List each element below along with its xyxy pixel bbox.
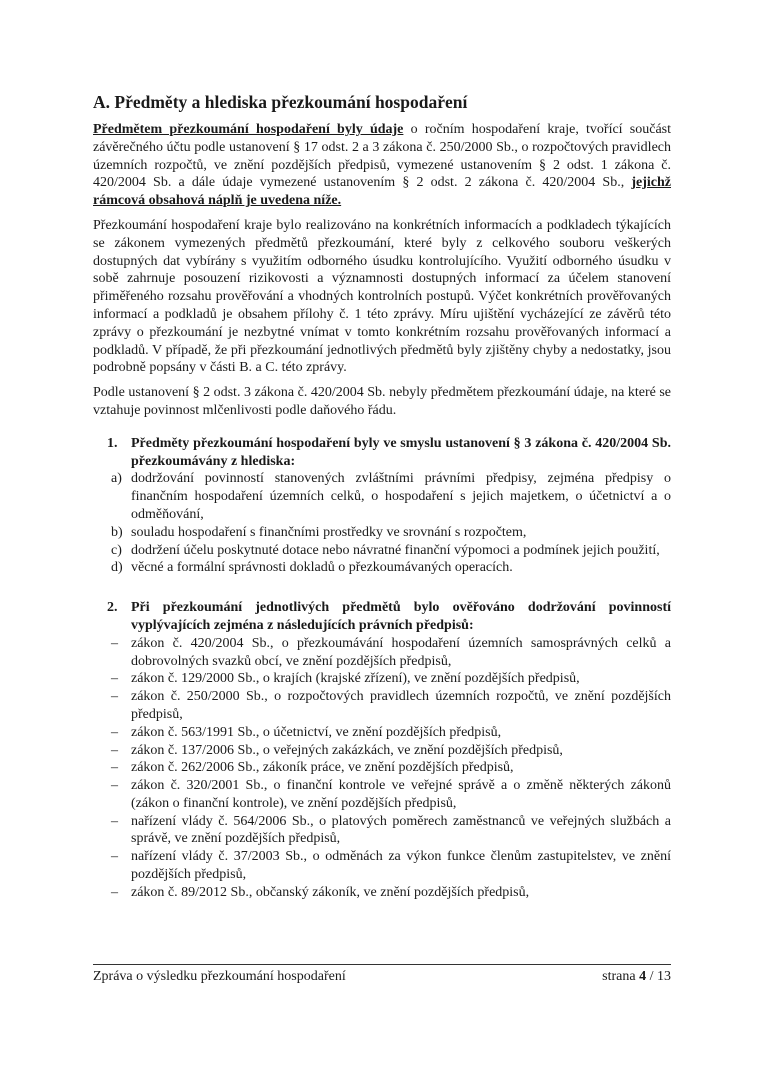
section-1	[93, 435, 671, 577]
list-item-text: zákon č. 250/2000 Sb., o rozpočtových pravidlech územních rozpočtů, ve znění pozdějších předpisů,	[131, 689, 671, 722]
section-1-title: Předměty přezkoumání hospodaření byly ve smyslu ustanovení § 3 zákona č. 420/2004 Sb. přezkoumávány z hlediska:	[131, 435, 671, 469]
list-item	[111, 813, 671, 849]
list-marker: –	[111, 778, 118, 794]
list-item-text: nařízení vlády č. 37/2003 Sb., o odměnách za výkon funkce členům zastupitelstev, ve znění pozdějších předpisů,	[131, 849, 671, 883]
list-marker: –	[111, 760, 118, 776]
page-prefix: strana	[602, 969, 640, 984]
list-item	[111, 884, 671, 902]
list-marker: a)	[111, 471, 122, 487]
section-1-number: 1.	[107, 435, 118, 451]
list-item-text: zákon č. 262/2006 Sb., zákoník práce, ve znění pozdějších předpisů,	[131, 760, 514, 776]
list-item	[111, 724, 671, 742]
list-marker: –	[111, 849, 118, 865]
list-item	[111, 542, 671, 560]
list-item	[111, 759, 671, 777]
list-item	[111, 742, 671, 760]
document-page	[93, 92, 671, 902]
list-marker: –	[111, 689, 118, 705]
paragraph-confidentiality: Podle ustanovení § 2 odst. 3 zákona č. 420/2004 Sb. nebyly předmětem přezkoumání údaje, na které se vztahuje povinnost mlčenlivosti podle daňového řádu.	[93, 385, 671, 418]
section-2	[93, 599, 671, 902]
scope-lead: Předmětem přezkoumání hospodaření byly údaje	[93, 122, 404, 137]
section-2-list	[93, 635, 671, 902]
list-marker: b)	[111, 524, 123, 540]
section-2-number: 2.	[107, 600, 118, 616]
list-item-text: dodržování povinností stanovených zvláštními právními předpisy, zejména předpisy o finančním hospodaření územních celků, o hospodaření s jejich majetkem, o účetnictví a o odměňování,	[131, 471, 671, 522]
list-item-text: souladu hospodaření s finančními prostředky ve srovnání s rozpočtem,	[131, 524, 527, 540]
section-heading: A. Předměty a hlediska přezkoumání hospodaření	[93, 92, 468, 112]
list-item-text: zákon č. 129/2000 Sb., o krajích (krajské zřízení), ve znění pozdějších předpisů,	[131, 671, 580, 687]
list-item-text: zákon č. 420/2004 Sb., o přezkoumávání hospodaření územních samosprávných celků a dobrovolných svazků obcí, ve znění pozdějších předpisů,	[131, 635, 671, 669]
list-item	[111, 559, 671, 577]
page-current: 4	[639, 969, 647, 984]
scope-text: o ročním hospodaření kraje, tvořící součást závěrečného účtu podle ustanovení § 17 odst. 2 a 3 zákona č. 250/2000 Sb., o rozpočtových pravidlech územních rozpočtů, ve znění pozdějších předpisů, vymezené ustanovením § 2 odst. 1 zákona č. 420/2004 Sb. a dále údaje vymezené ustanovením § 2 odst. 2 zákona č. 420/2004 Sb.,	[93, 122, 671, 191]
page-total: 13	[657, 969, 671, 984]
list-marker: –	[111, 884, 118, 900]
list-marker: d)	[111, 560, 123, 576]
list-marker: –	[111, 813, 118, 829]
list-item	[111, 688, 671, 724]
list-item-text: nařízení vlády č. 564/2006 Sb., o platových poměrech zaměstnanců ve veřejných službách a správě, ve znění pozdějších předpisů,	[131, 813, 671, 847]
section-2-title: Při přezkoumání jednotlivých předmětů bylo ověřováno dodržování povinností vyplývajících zejména z následujících právních předpisů:	[131, 600, 671, 633]
list-item-text: dodržení účelu poskytnuté dotace nebo návratné finanční výpomoci a podmínek jejich použití,	[131, 542, 660, 558]
section-1-header	[93, 435, 671, 471]
list-marker: –	[111, 671, 118, 687]
section-2-header	[93, 599, 671, 635]
paragraph-method: Přezkoumání hospodaření kraje bylo realizováno na konkrétních informacích a podkladech týkajících se zákonem vymezených předmětů přezkoumání, které byly z celkového souboru veškerých dostupných dat vybírány s využitím odborného úsudku kontrolujícího. Využití odborného úsudku v sobě zahrnuje posouzení rizikovosti a významnosti dostupných informací za účelem stanovení přiměřeného rozsahu prověřování a vhodných kontrolních postupů. Výčet konkrétních prověřovaných informací a podkladů je obsahem přílohy č. 1 této zprávy. Míru ujištění vycházející ze závěrů této zprávy o přezkoumání je nezbytné vnímat v tomto konkrétním rozsahu prověřovaných informací a podkladů. V případě, že při přezkoumání jednotlivých předmětů byly zjištěny chyby a nedostatky, jsou podrobně popsány v části B. a C. této zprávy.	[93, 217, 671, 376]
list-item-text: zákon č. 137/2006 Sb., o veřejných zakázkách, ve znění pozdějších předpisů,	[131, 742, 563, 758]
list-marker: c)	[111, 542, 122, 558]
list-item	[111, 470, 671, 523]
list-item-text: zákon č. 89/2012 Sb., občanský zákoník, ve znění pozdějších předpisů,	[131, 884, 530, 900]
list-item-text: věcné a formální správnosti dokladů o přezkoumávaných operacích.	[131, 560, 513, 576]
list-marker: –	[111, 742, 118, 758]
list-item	[111, 848, 671, 884]
list-item-text: zákon č. 320/2001 Sb., o finanční kontrole ve veřejné správě a o změně některých zákonů (zákon o finanční kontrole), ve znění pozdějších předpisů,	[131, 778, 671, 811]
scope-tail: jejichž rámcová obsahová náplň je uvedena níže.	[93, 175, 671, 209]
page-number	[602, 969, 671, 985]
list-item-text: zákon č. 563/1991 Sb., o účetnictví, ve znění pozdějších předpisů,	[131, 724, 502, 740]
page-separator: /	[646, 969, 657, 984]
list-marker: –	[111, 635, 118, 651]
list-item	[111, 635, 671, 671]
list-item	[111, 524, 671, 542]
list-marker: –	[111, 724, 118, 740]
footer-title: Zpráva o výsledku přezkoumání hospodaření	[93, 969, 346, 984]
paragraph-scope	[93, 121, 671, 210]
page-footer	[93, 964, 671, 985]
list-item	[111, 670, 671, 688]
list-item	[111, 777, 671, 813]
section-1-list	[93, 470, 671, 577]
